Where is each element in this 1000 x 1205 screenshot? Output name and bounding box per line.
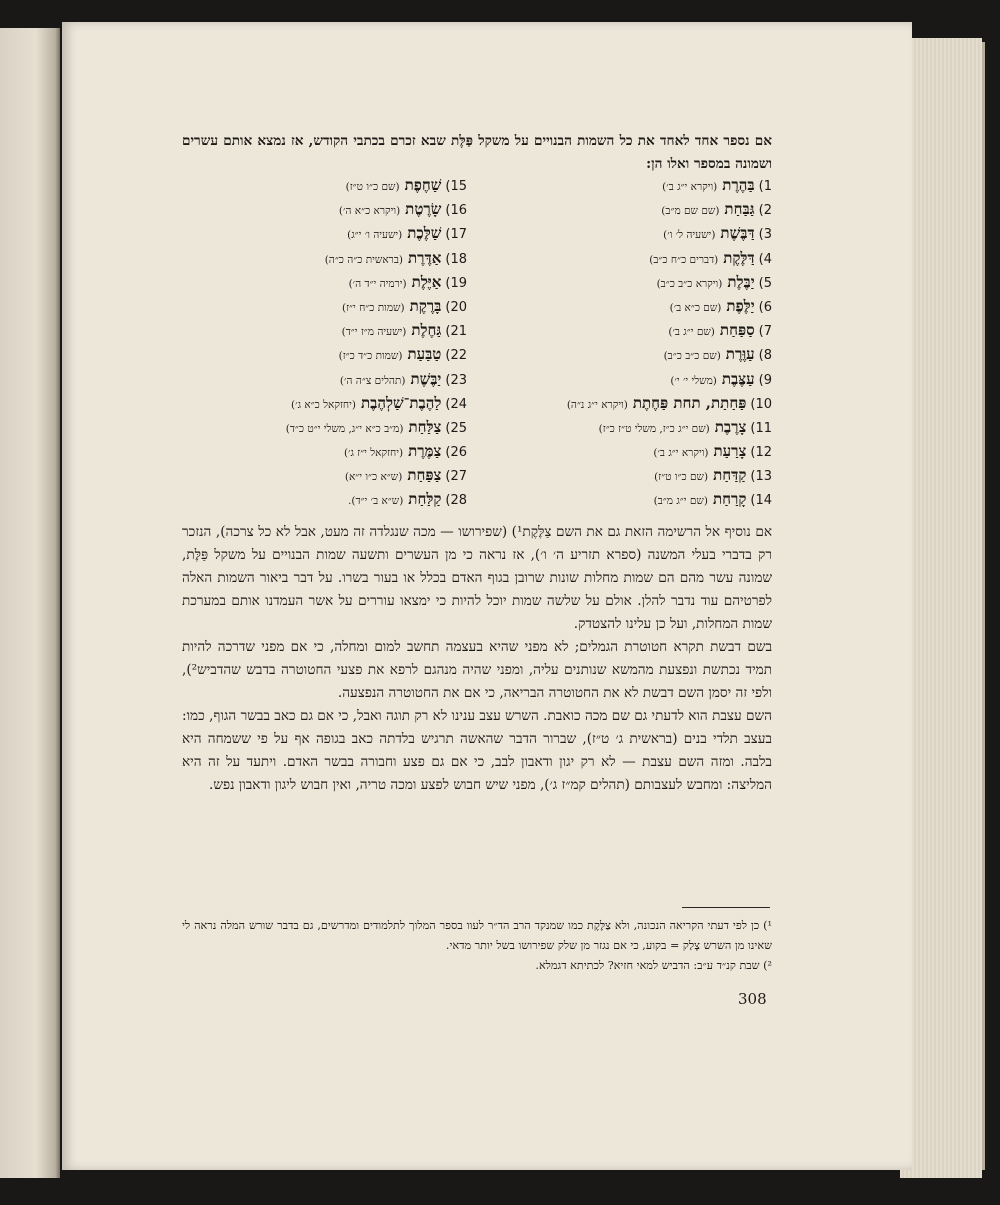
item-number: 1)	[758, 179, 772, 194]
list-item	[487, 297, 772, 321]
item-word: קָרַחַת	[712, 490, 747, 509]
item-number: 19)	[445, 275, 467, 291]
item-number: 24)	[445, 396, 467, 412]
main-text	[182, 130, 772, 797]
item-reference: (ויקרא כ״א ה׳)	[338, 205, 401, 218]
list-item	[182, 394, 467, 418]
list-item	[182, 466, 467, 490]
item-reference: (שם כ״ו ט״ז)	[345, 181, 400, 193]
item-number: 3)	[758, 227, 772, 243]
list-item	[487, 321, 772, 345]
item-word: יַבֶּשֶׁת	[410, 369, 442, 388]
item-number: 11)	[750, 420, 772, 436]
item-number: 8)	[758, 348, 772, 364]
item-reference: (שם כ״ב כ״ב)	[663, 350, 721, 363]
item-word: גַּבַּחַת	[724, 200, 755, 219]
item-reference: (ויקרא י״ג נ״ה)	[566, 398, 628, 411]
item-word: טַבַּעַת	[407, 345, 442, 364]
item-reference: (מ״ב כ״א י״ג, משלי י״ט כ״ד)	[285, 422, 404, 435]
item-number: 27)	[445, 469, 467, 485]
item-word: עַצֶּבֶת	[721, 369, 755, 388]
list-item	[182, 224, 467, 248]
item-reference: (יחזקאל י״ז ג׳)	[343, 447, 404, 460]
item-reference: (שם י״ג כ״ז, משלי ט״ז כ״ז)	[598, 422, 710, 435]
item-number: 15)	[445, 179, 467, 194]
item-word: צָרַעַת	[713, 442, 747, 461]
intro-paragraph: אם נספר אחד לאחד את כל השמות הבנויים על משקל פַּלֶּת שבא זכרם בכתבי הקודש, אז נמצא אותם עשרים ושמונה במספר ואלו הן:	[182, 133, 772, 172]
list-item	[182, 273, 467, 297]
list-item	[487, 466, 772, 490]
page-number: 308	[738, 990, 767, 1008]
list-item	[182, 442, 467, 466]
item-word: צַלַּחַת	[408, 417, 442, 436]
item-reference: (יחזקאל כ״א ג׳)	[291, 398, 356, 411]
footnote-2: ²) שבת קנ״ד ע״ב: הדביש למאי חזיא? לכתיתא דגמלא.	[535, 959, 772, 972]
item-word: בָּרֶקֶת	[409, 296, 442, 315]
item-number: 12)	[750, 445, 772, 461]
item-reference: (שמות כ״ח י״ז)	[341, 301, 405, 314]
footnotes	[182, 916, 772, 976]
item-word: יַבֶּלֶת	[727, 272, 755, 291]
item-reference: (דברים כ״ח כ״ב)	[649, 253, 719, 266]
word-list	[182, 176, 772, 515]
item-number: 21)	[445, 324, 467, 340]
list-item	[182, 321, 467, 345]
item-word: עַוֶּרֶת	[725, 345, 755, 364]
list-item	[182, 249, 467, 273]
page-stack-edge	[900, 38, 982, 1178]
item-word: יַלֶּפֶת	[726, 296, 755, 315]
item-word: אַדֶּרֶת	[408, 248, 442, 267]
list-item	[487, 200, 772, 224]
item-number: 7)	[758, 324, 772, 340]
item-word: שַׁחֶפֶת	[404, 176, 442, 194]
item-number: 5)	[758, 275, 772, 291]
item-reference: (ישעיה מ״ז י״ד)	[341, 326, 407, 339]
list-item	[487, 249, 772, 273]
list-item	[487, 418, 772, 442]
list-item	[182, 345, 467, 369]
item-reference: (ויקרא י״ג ב׳)	[662, 181, 718, 193]
list-item	[182, 370, 467, 394]
paragraph-2: אם נוסיף אל הרשימה הזאת גם את השם צַלֶּקֶת¹) (שפירושו — מכה שנגלדה זה מעט, אבל לא כל צרכה), הנזכר רק בדברי בעלי המשנה (ספרא תזריע ה׳ ו׳), אז נראה כי מן העשרים ותשעה שמות הבנויים על משקל פַּלֶּת, שמונה עשר מהם הם שמות מחלות שונות שרובן בגוף האדם בכלל או בעור בשרו. על דבר ביאור השמות האלה לפרטיהם עוד נדבר להלן. אולם על שלשה שמות יוכל להיות כי ימצאו עוררים על אשר העמדנו אותם במערכת שמות המחלות, ועל כן עלינו להצטדק.	[182, 523, 772, 632]
item-number: 4)	[758, 251, 772, 267]
item-number: 16)	[445, 203, 467, 219]
item-word: שָׂרֶטֶת	[405, 200, 442, 219]
item-reference: (שם כ״ו ט״ז)	[654, 471, 709, 484]
item-number: 9)	[758, 372, 772, 388]
item-word: שַׁלֶּכֶת	[407, 224, 442, 243]
list-item	[487, 490, 772, 514]
item-number: 17)	[445, 227, 467, 243]
item-word: סַפַּחַת	[719, 321, 755, 340]
list-item	[182, 297, 467, 321]
item-number: 18)	[445, 251, 467, 267]
item-number: 14)	[750, 493, 772, 509]
item-reference: (ירמיה י״ד ה׳)	[348, 277, 407, 290]
item-word: צַפַּחַת	[407, 466, 442, 485]
item-word: אַיֶּלֶת	[411, 272, 442, 291]
item-number: 22)	[445, 348, 467, 364]
item-number: 25)	[445, 420, 467, 436]
item-word: גַּחֶלֶת	[411, 321, 442, 340]
item-reference: (שמות כ״ד כ״ז)	[338, 350, 403, 363]
list-item	[182, 200, 467, 224]
list-item	[487, 273, 772, 297]
item-word: קַדַּחַת	[713, 466, 747, 485]
item-reference: (ישעיה ו׳ י״ג)	[347, 229, 403, 242]
item-word: צַמֶּרֶת	[408, 442, 442, 461]
list-item	[487, 224, 772, 248]
item-reference: (ויקרא י״ג ב׳)	[653, 447, 709, 460]
paragraph-4: השם עצבת הוא לדעתי גם שם מכה כואבת. השרש עצב ענינו לא רק תוגה ואבל, כי אם גם כאב בבשר הגוף, כמו: בעצב תלדי בנים (בראשית ג׳ ט״ז), שברור הדבר שהאשה תרגיש בלדתה כאב בגופה אף על פי ששמחה היא בלבה. ומזה השם עצבת — לא רק יגון ודאבון לבב, כי אם גם פצע וחבורה בבשר האדם. ויתעד על זה היא המליצה: ומחבש לעצבותם (תהלים קמ״ז ג׳), מפני שיש חבוש לפצע ומכה טריה, ואין חבוש ליגון ודאבון נפש.	[182, 707, 772, 793]
item-word: לַהֶבֶת־שַׁלְהֶבֶת	[360, 393, 442, 412]
item-number: 2)	[758, 203, 772, 219]
list-item	[487, 176, 772, 200]
left-page-edge	[0, 28, 60, 1178]
item-reference: (שם שם מ״ב)	[661, 205, 720, 218]
footnote-1: ¹) כן לפי דעתי הקריאה הנכונה, ולא צַלֶּקֶת כמו שמנקד הרב הד״ר לעוו בספר המלוך לתלמודים ומדרשים, גם בדבר שורש המלה נראה לי שאינו מן השרש צָלַק = בקוע, כי אם נגזר מן שלק שפירושו בשל יותר מדאי.	[182, 919, 772, 952]
list-item	[182, 490, 467, 514]
item-number: 26)	[445, 445, 467, 461]
item-word: פַּחַתַת, תחת פַּחֶתֶת	[632, 393, 747, 412]
item-number: 13)	[750, 469, 772, 485]
item-number: 28)	[445, 493, 467, 509]
list-item	[487, 442, 772, 466]
item-reference: (בראשית כ״ה כ״ה)	[324, 253, 403, 266]
paragraph-3: בשם דבשת תקרא חטוטרת הגמלים; לא מפני שהיא בעצמה תחשב למום ומחלה, כי אם מפני שדרכה להיות תמיד נכתשת ונפצעת מהמשא שנותנים עליה, ומפני שהיה מנהגם לרפא את פצעי החטוטרה בדבש שהדביש²), ולפי זה יסמן השם דבשת לא את החטוטרה הבריאה, כי אם את החטוטרה הנפצעה.	[182, 638, 772, 701]
book-page	[62, 22, 912, 1170]
list-item	[487, 345, 772, 369]
item-reference: (משלי י׳ י׳)	[670, 374, 717, 387]
item-number: 23)	[445, 372, 467, 388]
item-word: דַּלֶּקֶת	[723, 248, 755, 267]
list-item	[182, 176, 467, 200]
item-number: 6)	[758, 299, 772, 315]
item-word: דַּבֶּשֶׁת	[720, 224, 755, 243]
list-item	[487, 394, 772, 418]
footnote-rule	[682, 907, 770, 908]
list-item	[182, 418, 467, 442]
item-number: 10)	[750, 396, 772, 412]
item-word: בַּהֶרֶת	[722, 176, 755, 194]
item-reference: (ויקרא כ״ב כ״ב)	[656, 277, 723, 290]
item-reference: (שם י״ג ב׳)	[668, 326, 715, 339]
item-reference: (שם כ״א ב׳)	[669, 301, 722, 314]
item-reference: (ש״א כ״ו י״א)	[344, 471, 403, 484]
list-item	[487, 370, 772, 394]
item-word: קַלַּחַת	[408, 490, 442, 509]
item-reference: (שם י״ג מ״ב)	[653, 495, 708, 508]
item-number: 20)	[445, 299, 467, 315]
item-reference: (תהלים צ״ה ה׳)	[339, 374, 406, 387]
item-word: צָרֶבֶת	[714, 417, 747, 436]
item-reference: (ש״א ב׳ י״ד).	[348, 495, 404, 508]
item-reference: (ישעיה ל׳ ו׳)	[663, 229, 716, 242]
